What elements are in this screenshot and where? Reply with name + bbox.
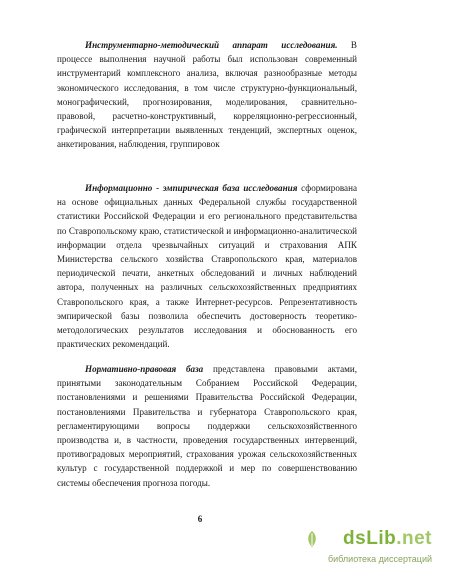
paragraph-lead: Инструментарно-методический аппарат исследования.	[85, 40, 338, 50]
paragraph-methodology	[57, 38, 357, 152]
page-number: 6	[197, 514, 203, 524]
paragraph-lead: Информационно - эмпирическая база исследования	[85, 183, 298, 193]
paragraph-lead: Нормативно-правовая база	[85, 364, 204, 374]
watermark-logo: dsLib.net	[343, 528, 432, 549]
paragraph-body: В процессе выполнения научной работы был использован современный инструментарий комплексного анализа, включая разнообразные методы экономического исследования, в том числе структурно-функциональный, монографический, прогнозирования, моделирования, сравнительно-правовой, расчетно-конструктивный, корреляционно-регрессионный, графической интерпретации выявленных тенденций, экспертных оценок, анкетирования, наблюдения, группировок	[57, 40, 357, 150]
paragraph-legal-base	[57, 362, 357, 490]
paragraph-body: представлена правовыми актами, принятыми законодательным Собранием Российской Федерации, постановлениями и решениями Правительства Российской Федерации, постановлениями Правительства и губернатора Ставропольского края, регламентирующими вопросы поддержки сельскохозяйственного производства и, в частности, проведения государственных интервенций, противоградовых мероприятий, страхования урожая сельскохозяйственных культур с государственной поддержкой и мер по совершенствованию системы обеспечения прогноза погоды.	[57, 364, 357, 488]
watermark-caption: библиотека диссертаций	[327, 554, 432, 564]
paragraph-empirical-base	[57, 181, 357, 351]
leaf-icon	[306, 530, 318, 548]
paragraph-body: сформирована на основе официальных данных Федеральной службы государственной статистики Российской Федерации и его регионального представительства по Ставропольскому краю, статистической и информационно-аналитической информации отдела чрезвычайных ситуаций и страхования АПК Министерства сельского хозяйства Ставропольского края, материалов периодической печати, анкетных обследований и личных наблюдений автора, полученных на различных сельскохозяйственных предприятиях Ставропольского края, а также Интернет-ресурсов. Репрезентативность эмпирической базы позволила обеспечить достоверность теоретико-методологических результатов исследования и обоснованность его практических рекомендаций.	[57, 183, 357, 350]
watermark	[302, 528, 432, 568]
